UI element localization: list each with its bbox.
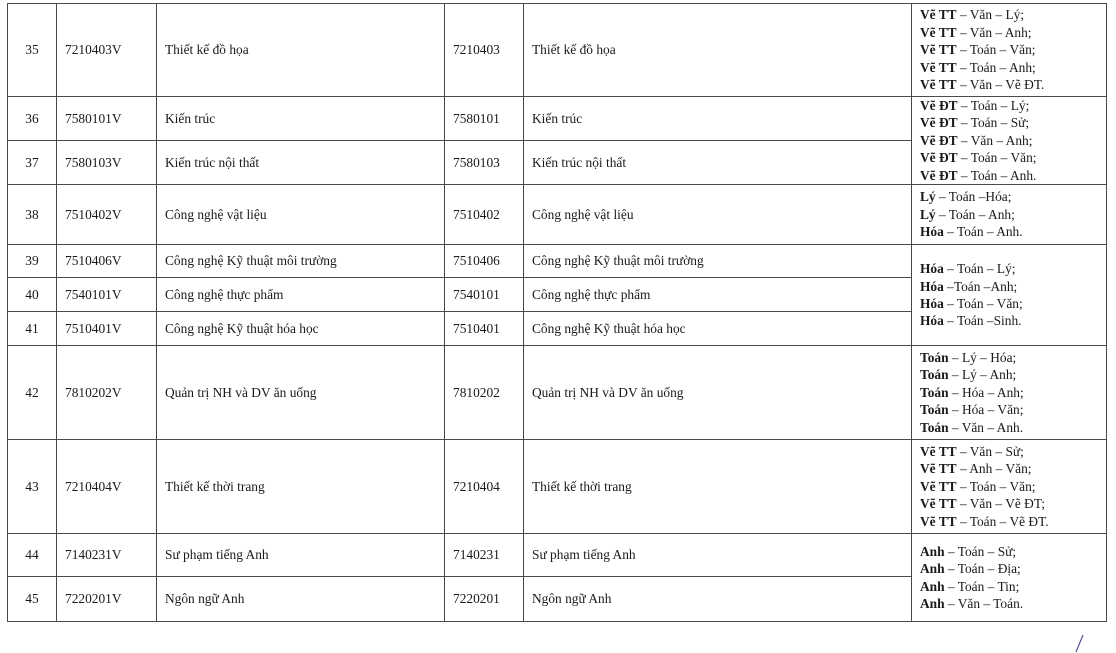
combination-rest: – Văn – Vẽ ĐT. [956,77,1045,93]
subject-combinations [912,185,1107,245]
combination-line [920,114,1098,131]
combination-lead-subject: Hóa [920,278,944,294]
major-code: 7580103 [445,141,524,185]
program-name: Kiến trúc [157,97,445,141]
table-row [8,4,1107,97]
combination-lead-subject: Anh [920,595,945,611]
combination-line [920,223,1098,240]
major-code: 7210403 [445,4,524,97]
major-name: Quản trị NH và DV ăn uống [524,346,912,440]
combination-line [920,312,1098,329]
combination-lead-subject: Vẽ ĐT [920,98,958,113]
combination-line [920,76,1098,93]
combination-lead-subject: Vẽ ĐT [920,132,958,148]
combination-rest: – Hóa – Văn; [948,402,1024,418]
major-code: 7510401 [445,312,524,346]
combination-line [920,59,1098,76]
major-code: 7220201 [445,577,524,622]
table-row [8,440,1107,534]
program-code: 7580101V [57,97,157,141]
table-row [8,534,1107,577]
combination-rest: – Toán – Văn; [956,42,1036,58]
subject-combinations [912,346,1107,440]
program-code: 7510401V [57,312,157,346]
combination-lead-subject: Toán [920,402,949,418]
combination-line [920,478,1098,495]
program-code: 7810202V [57,346,157,440]
row-number: 42 [8,346,57,440]
combination-line [920,543,1098,560]
combination-lead-subject: Vẽ TT [920,513,957,529]
combination-lead-subject: Vẽ TT [920,444,957,460]
combination-line [920,206,1098,223]
major-name: Kiến trúc nội thất [524,141,912,185]
program-code: 7510402V [57,185,157,245]
combination-rest: – Hóa – Anh; [948,384,1024,400]
combination-lead-subject: Anh [920,561,945,577]
row-number: 44 [8,534,57,577]
combination-lead-subject: Toán [920,367,949,383]
row-number: 36 [8,97,57,141]
program-code: 7540101V [57,278,157,312]
major-name: Công nghệ Kỹ thuật hóa học [524,312,912,346]
program-name: Kiến trúc nội thất [157,141,445,185]
combination-rest: – Toán – Anh; [956,59,1036,75]
combination-rest: – Toán – Tin; [944,578,1020,594]
combination-lead-subject: Vẽ TT [920,42,957,58]
combination-rest: – Văn – Lý; [956,7,1025,23]
table-row [8,346,1107,440]
combination-rest: – Anh – Văn; [956,461,1032,477]
combination-rest: – Toán – Sử; [944,543,1017,559]
program-code: 7510406V [57,245,157,278]
row-number: 35 [8,4,57,97]
combination-rest: –Toán –Anh; [943,278,1018,294]
row-number: 39 [8,245,57,278]
combination-line [920,495,1098,512]
combination-lead-subject: Toán [920,419,949,435]
combination-rest: – Văn – Anh; [956,24,1032,40]
combination-rest: – Toán – Vẽ ĐT. [956,513,1049,529]
combination-rest: – Toán – Lý; [957,98,1030,113]
combination-line [920,513,1098,530]
combination-line [920,578,1098,595]
combination-lead-subject: Anh [920,543,945,559]
combination-line [920,188,1098,205]
subject-combinations [912,97,1107,185]
combination-lead-subject: Toán [920,384,949,400]
major-name: Sư phạm tiếng Anh [524,534,912,577]
combination-line [920,595,1098,612]
major-name: Thiết kế thời trang [524,440,912,534]
combination-line [920,384,1098,401]
combination-rest: – Lý – Anh; [948,367,1017,383]
combination-lead-subject: Vẽ TT [920,24,957,40]
major-name: Công nghệ Kỹ thuật môi trường [524,245,912,278]
combination-lead-subject: Vẽ ĐT [920,150,958,166]
combination-lead-subject: Lý [920,206,936,222]
combination-rest: – Toán –Hóa; [935,189,1012,205]
combination-line [920,366,1098,383]
combination-lead-subject: Vẽ TT [920,478,957,494]
combination-rest: – Văn – Anh; [957,132,1033,148]
major-name: Kiến trúc [524,97,912,141]
combination-rest: – Văn – Toán. [944,595,1024,611]
combination-lead-subject: Vẽ ĐT [920,167,958,183]
combination-lead-subject: Vẽ TT [920,7,957,23]
combination-line [920,278,1098,295]
major-code: 7510402 [445,185,524,245]
combination-lead-subject: Hóa [920,296,944,312]
combination-lead-subject: Anh [920,578,945,594]
major-name: Công nghệ thực phẩm [524,278,912,312]
combination-rest: – Toán – Sử; [957,115,1030,131]
table-row [8,245,1107,278]
row-number: 40 [8,278,57,312]
row-number: 38 [8,185,57,245]
row-number: 43 [8,440,57,534]
program-name: Công nghệ Kỹ thuật hóa học [157,312,445,346]
combination-line [920,560,1098,577]
major-name: Thiết kế đồ họa [524,4,912,97]
major-code: 7210404 [445,440,524,534]
combination-line [920,24,1098,41]
combination-rest: – Văn – Vẽ ĐT; [956,496,1045,512]
program-name: Sư phạm tiếng Anh [157,534,445,577]
program-name: Công nghệ vật liệu [157,185,445,245]
program-code: 7580103V [57,141,157,185]
combination-lead-subject: Vẽ TT [920,461,957,477]
program-name: Ngôn ngữ Anh [157,577,445,622]
combination-rest: – Toán –Sinh. [943,313,1022,329]
combination-rest: – Toán – Anh. [943,224,1023,240]
combination-rest: – Toán – Địa; [944,561,1021,577]
table-row [8,185,1107,245]
combination-rest: – Toán – Anh. [957,167,1037,183]
combination-line [920,260,1098,277]
combination-line [920,6,1098,23]
combination-line [920,295,1098,312]
program-code: 7220201V [57,577,157,622]
row-number: 45 [8,577,57,622]
program-name: Công nghệ Kỹ thuật môi trường [157,245,445,278]
combination-line [920,349,1098,366]
combination-lead-subject: Hóa [920,313,944,329]
combination-line [920,132,1098,149]
combination-lead-subject: Hóa [920,261,944,277]
program-name: Công nghệ thực phẩm [157,278,445,312]
program-code: 7210403V [57,4,157,97]
combination-lead-subject: Vẽ TT [920,59,957,75]
combination-lead-subject: Hóa [920,224,944,240]
program-code: 7210404V [57,440,157,534]
combination-rest: – Văn – Sử; [956,444,1024,460]
combination-rest: – Toán – Văn; [956,478,1036,494]
table-row [8,97,1107,141]
combination-rest: – Toán – Lý; [943,261,1016,277]
combination-line [920,41,1098,58]
major-name: Công nghệ vật liệu [524,185,912,245]
combination-line [920,149,1098,166]
row-number: 41 [8,312,57,346]
subject-combinations [912,4,1107,97]
combination-line [920,401,1098,418]
combination-rest: – Toán – Anh; [935,206,1015,222]
major-code: 7540101 [445,278,524,312]
program-name: Thiết kế thời trang [157,440,445,534]
combination-lead-subject: Vẽ TT [920,77,957,93]
combination-line [920,443,1098,460]
subject-combinations [912,245,1107,346]
combination-rest: – Toán – Văn; [957,150,1037,166]
combination-lead-subject: Vẽ TT [920,496,957,512]
major-code: 7580101 [445,97,524,141]
admission-table [7,3,1107,622]
combination-lead-subject: Vẽ ĐT [920,115,958,131]
program-name: Quản trị NH và DV ăn uống [157,346,445,440]
major-code: 7810202 [445,346,524,440]
major-name: Ngôn ngữ Anh [524,577,912,622]
pen-stroke-mark [1072,634,1086,653]
major-code: 7140231 [445,534,524,577]
subject-combinations [912,440,1107,534]
combination-lead-subject: Lý [920,189,936,205]
program-name: Thiết kế đồ họa [157,4,445,97]
combination-rest: – Văn – Anh. [948,419,1024,435]
subject-combinations [912,534,1107,622]
combination-rest: – Lý – Hóa; [948,350,1017,366]
combination-line [920,460,1098,477]
combination-line [920,419,1098,436]
combination-lead-subject: Toán [920,350,949,366]
program-code: 7140231V [57,534,157,577]
combination-line [920,167,1098,184]
row-number: 37 [8,141,57,185]
combination-line [920,97,1098,114]
major-code: 7510406 [445,245,524,278]
combination-rest: – Toán – Văn; [943,296,1023,312]
